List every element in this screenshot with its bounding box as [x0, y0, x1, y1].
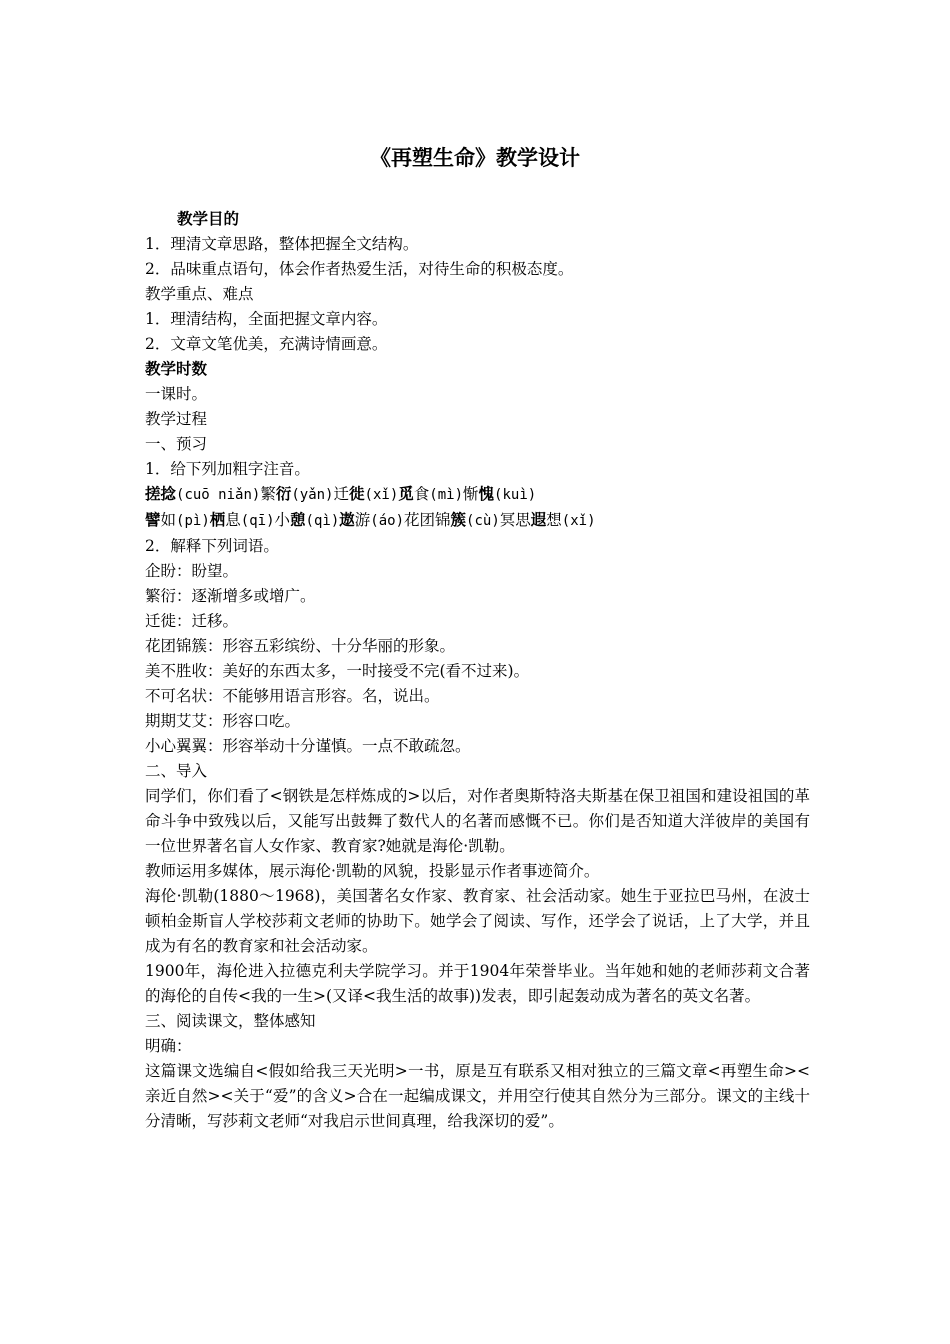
pinyin: (yǎn): [291, 487, 334, 503]
section-preview: 一、预习: [145, 435, 208, 453]
plain-text: 息: [225, 511, 241, 529]
pinyin: (mì): [429, 487, 463, 503]
summary-paragraph: 这篇课文选编自<假如给我三天光明>一书，原是互有联系又相对独立的三篇文章<再塑生命><亲近自然><关于“爱”的含义>合在一起编成课文，并用空行使其自然分为三部分。课文的主线十分清晰，写莎莉文老师“对我启示世间真理，给我深切的爱”。: [145, 1062, 810, 1130]
document-body: [145, 207, 810, 1134]
bold-word: 栖: [209, 511, 226, 529]
bold-word: 愧: [478, 485, 495, 503]
bold-word: 憩: [290, 511, 306, 529]
bold-word: 衍: [275, 485, 292, 503]
vocab-line: 企盼：盼望。: [145, 562, 239, 580]
text-line: 一课时。: [145, 385, 208, 403]
plain-text: 冥思: [499, 511, 531, 529]
bold-word: 搓捻: [145, 485, 177, 503]
plain-text: 惭: [463, 485, 479, 503]
bold-word: 遐: [530, 511, 547, 529]
plain-text: 繁: [260, 485, 276, 503]
vocab-line: 繁衍：逐渐增多或增广。: [145, 587, 316, 605]
heading-teaching-process: 教学过程: [145, 410, 208, 428]
pinyin: (qī): [240, 513, 275, 529]
pinyin: (qì): [305, 513, 340, 529]
vocab-line: 美不胜收：美好的东西太多，一时接受不完(看不过来)。: [145, 662, 530, 680]
bold-word: 譬: [145, 511, 161, 529]
text-line: 1．给下列加粗字注音。: [145, 460, 310, 478]
vocab-line: 小心翼翼：形容举动十分谨慎。一点不敢疏忽。: [145, 737, 471, 755]
heading-teaching-goals: 教学目的: [177, 210, 240, 228]
bio-paragraph: 海伦·凯勒(1880～1968)，美国著名女作家、教育家、社会活动家。她生于亚拉巴马州，在波士顿柏金斯盲人学校莎莉文老师的协助下。她学会了阅读、写作，还学会了说话，上了大学，并且成为有名的教育家和社会活动家。: [145, 887, 810, 955]
bold-word: 觅: [398, 485, 414, 503]
plain-text: 游: [354, 511, 371, 529]
text-line: 2．品味重点语句，体会作者热爱生活，对待生命的积极态度。: [145, 260, 574, 278]
document-title: 《再塑生命》教学设计: [370, 146, 580, 170]
vocab-line: 不可名状：不能够用语言形容。名，说出。: [145, 687, 440, 705]
pinyin-row-1: [145, 482, 810, 508]
vocab-line: 期期艾艾：形容口吃。: [145, 712, 301, 730]
vocab-line: 迁徙：迁移。: [145, 612, 239, 630]
section-reading: 三、阅读课文，整体感知: [145, 1012, 316, 1030]
vocab-line: 花团锦簇：形容五彩缤纷、十分华丽的形象。: [145, 637, 456, 655]
intro-paragraph: 同学们，你们看了<钢铁是怎样炼成的>以后，对作者奥斯特洛夫斯基在保卫祖国和建设祖国的革命斗争中致残以后，又能写出鼓舞了数代人的名著而感慨不已。你们是否知道大洋彼岸的美国有一位世界著名盲人女作家、教育家?她就是海伦·凯勒。: [145, 787, 810, 855]
bio-paragraph-2: 1900年，海伦进入拉德克利夫学院学习。并于1904年荣誉毕业。当年她和她的老师莎莉文合著的海伦的自传<我的一生>(又译<我生活的故事))发表，即引起轰动成为著名的英文名著。: [145, 962, 810, 1005]
pinyin: (kuì): [494, 487, 537, 503]
plain-text: 小: [274, 511, 291, 529]
bold-word: 徙: [349, 485, 365, 503]
plain-text: 如: [160, 511, 177, 529]
bold-word: 遨: [339, 511, 355, 529]
heading-key-points: 教学重点、难点: [145, 285, 254, 303]
text-line: 2．文章文笔优美，充满诗情画意。: [145, 335, 388, 353]
plain-text: 花团锦: [404, 511, 451, 529]
text-line: 1．理清文章思路，整体把握全文结构。: [145, 235, 419, 253]
pinyin-row-2: [145, 508, 810, 534]
pinyin: (xǐ): [561, 513, 596, 529]
bold-word: 簇: [450, 511, 467, 529]
text-line: 1．理清结构，全面把握文章内容。: [145, 310, 388, 328]
plain-text: 想: [546, 511, 562, 529]
text-line: 明确：: [145, 1037, 192, 1055]
text-line: 2．解释下列词语。: [145, 537, 279, 555]
section-introduction: 二、导入: [145, 762, 208, 780]
pinyin: (cuō niǎn): [176, 487, 261, 503]
text-line: 教师运用多媒体，展示海伦·凯勒的风貌，投影显示作者事迹简介。: [145, 862, 600, 880]
plain-text: 食: [413, 485, 430, 503]
pinyin: (xǐ): [364, 487, 399, 503]
plain-text: 迁: [333, 485, 350, 503]
pinyin: (áo): [370, 513, 404, 529]
pinyin: (cù): [466, 513, 500, 529]
heading-class-hours: 教学时数: [145, 360, 208, 378]
pinyin: (pì): [176, 513, 210, 529]
